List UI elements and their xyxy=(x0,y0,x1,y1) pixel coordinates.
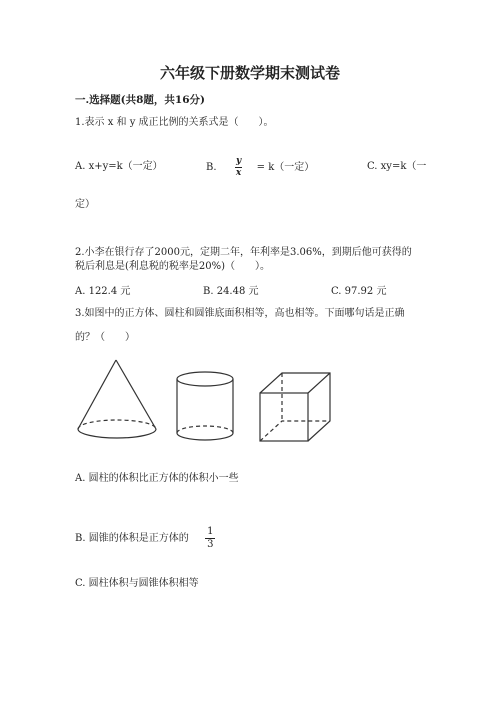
question-2-option-c: C. 97.92 元 xyxy=(331,286,387,297)
fraction-y-over-x xyxy=(235,156,242,179)
fraction-denominator: x xyxy=(235,168,242,178)
fraction-numerator: y xyxy=(235,156,242,166)
question-3-option-a: A. 圆柱的体积比正方体的体积小一些 xyxy=(75,473,239,484)
question-1-option-c: C. xy=k（一 xyxy=(367,161,427,172)
question-3-option-b xyxy=(75,526,215,551)
solids-figure xyxy=(70,355,340,455)
option-b-text: B. 圆锥的体积是正方体的 xyxy=(75,533,189,544)
question-3-option-c: C. 圆柱体积与圆锥体积相等 xyxy=(75,578,199,589)
option-b-rest: = k（一定） xyxy=(256,162,315,173)
question-2-stem-line1: 2.小李在银行存了2000元，定期二年，年利率是3.06%，到期后他可获得的 xyxy=(75,247,412,258)
question-2-option-a: A. 122.4 元 xyxy=(75,286,131,297)
cone-shape xyxy=(78,360,156,438)
question-1-option-a: A. x+y=k（一定） xyxy=(75,161,163,172)
section-heading: 一.选择题(共8题，共16分) xyxy=(75,94,206,106)
question-3-stem-line2: 的？（ ） xyxy=(75,332,135,343)
cube-shape xyxy=(260,373,330,441)
question-2-option-b: B. 24.48 元 xyxy=(203,286,259,297)
page-title: 六年级下册数学期末测试卷 xyxy=(159,64,340,82)
question-2-stem-line2: 税后利息是(利息税的税率是20%)（ ）。 xyxy=(75,261,271,272)
question-1-stem: 1.表示 x 和 y 成正比例的关系式是（ ）。 xyxy=(75,117,274,128)
cylinder-shape xyxy=(177,372,233,440)
question-3-stem-line1: 3.如图中的正方体、圆柱和圆锥底面积相等，高也相等。下面哪句话是正确 xyxy=(75,308,405,319)
question-1-option-b xyxy=(206,156,314,179)
fraction-numerator: 1 xyxy=(207,526,214,537)
question-1-option-c-continued: 定） xyxy=(75,199,95,210)
fraction-denominator: 3 xyxy=(207,539,214,550)
option-b-label: B. xyxy=(206,162,217,173)
fraction-one-third xyxy=(205,526,215,551)
